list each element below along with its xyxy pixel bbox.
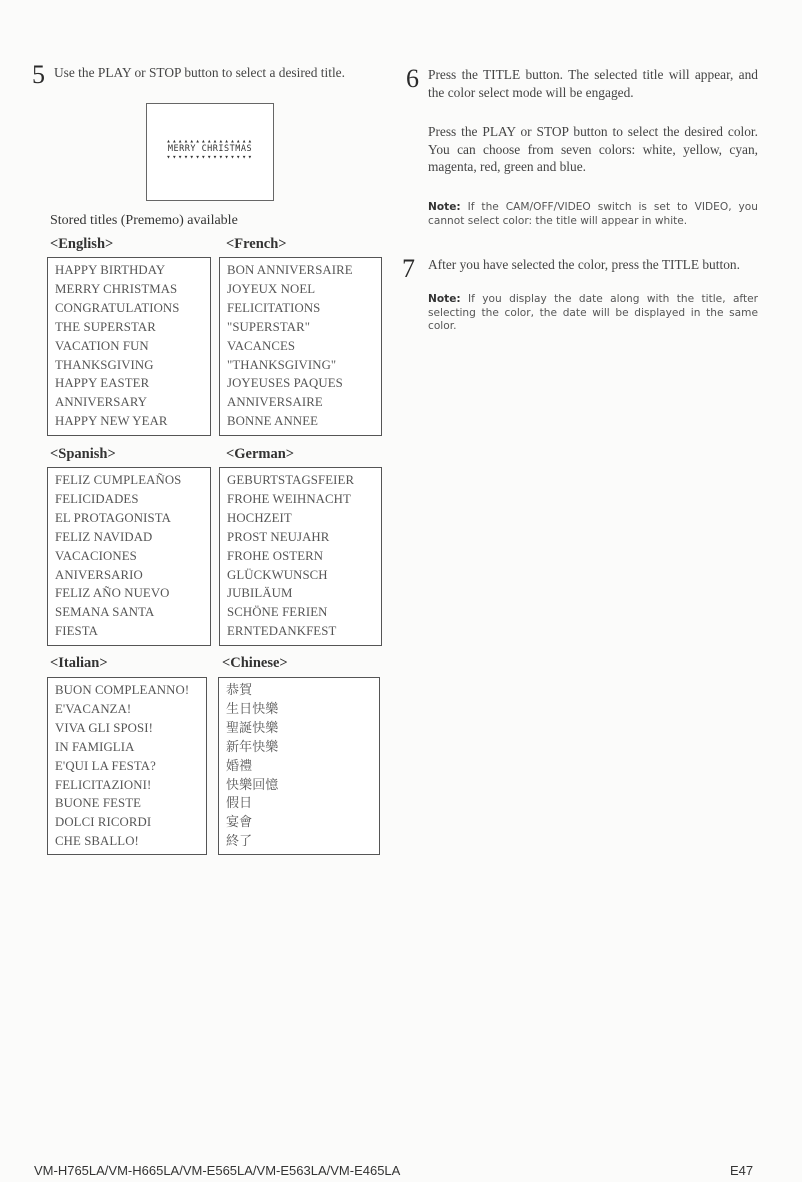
footer-models: VM-H765LA/VM-H665LA/VM-E565LA/VM-E563LA/VM-E465LA: [34, 1163, 401, 1178]
list-item: IN FAMIGLIA: [55, 739, 135, 754]
lang-heading-italian: <Italian>: [50, 655, 108, 671]
list-item: 快樂回憶: [226, 776, 279, 792]
list-item: CHE SBALLO!: [55, 834, 139, 849]
stored-titles-heading: Stored titles (Prememo) available: [50, 213, 238, 228]
list-item: PROST NEUJAHR: [227, 529, 330, 544]
list-item: BUON COMPLEANNO!: [55, 683, 190, 697]
list-item: 生日快樂: [226, 700, 279, 716]
step-number: 5: [32, 60, 45, 89]
list-item: ANNIVERSARY: [55, 395, 148, 410]
list-item: E'VACANZA!: [55, 701, 132, 716]
list-item: CONGRATULATIONS: [55, 300, 180, 315]
note-label: Note:: [428, 293, 461, 305]
page-number: E47: [730, 1163, 754, 1178]
lang-heading-chinese: <Chinese>: [222, 655, 288, 671]
list-item: HAPPY NEW YEAR: [55, 414, 168, 429]
list-item: 恭賀: [226, 682, 253, 697]
list-item: BONNE ANNEE: [227, 414, 319, 429]
list-item: FROHE OSTERN: [227, 548, 324, 563]
step-number: 7: [402, 254, 415, 283]
list-item: FELIZ NAVIDAD: [55, 529, 153, 544]
note-text: If the CAM/OFF/VIDEO switch is set to VIDEO, you cannot select color: the title will appear in white.: [428, 201, 758, 227]
title-list-english: [47, 257, 211, 436]
list-item: JUBILÄUM: [227, 586, 293, 601]
list-item: SEMANA SANTA: [55, 605, 155, 620]
list-item: 宴會: [226, 814, 253, 830]
list-item: FIESTA: [55, 624, 98, 639]
list-item: GEBURTSTAGSFEIER: [227, 473, 355, 487]
list-item: E'QUI LA FESTA?: [55, 758, 156, 773]
title-dots-top: ▴▴▴▴▴▴▴▴▴▴▴▴▴▴▴: [166, 137, 254, 145]
list-item: FROHE WEIHNACHT: [227, 491, 351, 506]
lang-heading-english: <English>: [50, 236, 114, 252]
list-item: JOYEUSES PAQUES: [227, 376, 343, 391]
lang-heading-french: <French>: [226, 236, 287, 252]
title-preview-text: MERRY CHRISTMAS: [167, 144, 253, 154]
list-item: FELICITAZIONI!: [55, 777, 152, 792]
step-7-text: After you have selected the color, press the TITLE button.: [428, 257, 740, 272]
list-item: ERNTEDANKFEST: [227, 624, 337, 639]
step-number: 6: [406, 64, 419, 93]
list-item: FELICIDADES: [55, 491, 139, 506]
list-item: HAPPY EASTER: [55, 376, 150, 391]
list-item: "THANKSGIVING": [227, 357, 337, 372]
list-item: 聖誕快樂: [226, 719, 279, 735]
list-item: 新年快樂: [226, 738, 279, 754]
step-6-text-color: Press the PLAY or STOP button to select the desired color. You can choose from seven colors: white, yellow, cyan, magenta, red, green and blue.: [428, 124, 758, 175]
list-item: HAPPY BIRTHDAY: [55, 263, 166, 277]
step-6-text: Press the TITLE button. The selected title will appear, and the color select mode will be engaged.: [428, 67, 758, 100]
title-list-italian: [47, 677, 207, 855]
list-item: "SUPERSTAR": [227, 319, 311, 334]
list-item: SCHÖNE FERIEN: [227, 605, 328, 620]
list-item: VACATION FUN: [55, 338, 149, 353]
title-list-chinese: [218, 677, 380, 855]
list-item: FELIZ CUMPLEAÑOS: [55, 473, 182, 487]
title-list-german: [219, 467, 382, 646]
title-list-french: [219, 257, 382, 436]
note-video-switch: [428, 201, 758, 228]
list-item: 婚禮: [226, 757, 253, 773]
list-item: THANKSGIVING: [55, 357, 154, 372]
note-label: Note:: [428, 201, 461, 213]
list-item: VACACIONES: [55, 548, 137, 563]
list-item: BUONE FESTE: [55, 796, 142, 811]
list-item: 終了: [226, 833, 253, 849]
list-item: GLÜCKWUNSCH: [227, 567, 328, 582]
list-item: THE SUPERSTAR: [55, 319, 156, 334]
list-item: FELIZ AÑO NUEVO: [55, 586, 170, 601]
list-item: VACANCES: [227, 338, 296, 353]
list-item: VIVA GLI SPOSI!: [55, 720, 153, 735]
list-item: 假日: [226, 795, 253, 811]
list-item: BON ANNIVERSAIRE: [227, 263, 353, 277]
list-item: JOYEUX NOEL: [227, 281, 316, 296]
list-item: HOCHZEIT: [227, 510, 292, 525]
note-text: If you display the date along with the title, after selecting the color, the date will be displayed in the same color.: [428, 293, 759, 333]
list-item: ANIVERSARIO: [55, 567, 143, 582]
title-preview-screen: [146, 103, 274, 201]
list-item: ANNIVERSAIRE: [227, 395, 323, 410]
step-5-text: Use the PLAY or STOP button to select a desired title.: [54, 65, 345, 80]
lang-heading-german: <German>: [226, 446, 295, 462]
note-date-color: [428, 293, 758, 334]
list-item: MERRY CHRISTMAS: [55, 281, 178, 296]
list-item: EL PROTAGONISTA: [55, 510, 171, 525]
title-list-spanish: [47, 467, 211, 646]
lang-heading-spanish: <Spanish>: [50, 446, 116, 462]
title-dots-bottom: ▾▾▾▾▾▾▾▾▾▾▾▾▾▾▾: [166, 153, 254, 161]
list-item: DOLCI RICORDI: [55, 815, 152, 830]
list-item: FELICITATIONS: [227, 300, 321, 315]
